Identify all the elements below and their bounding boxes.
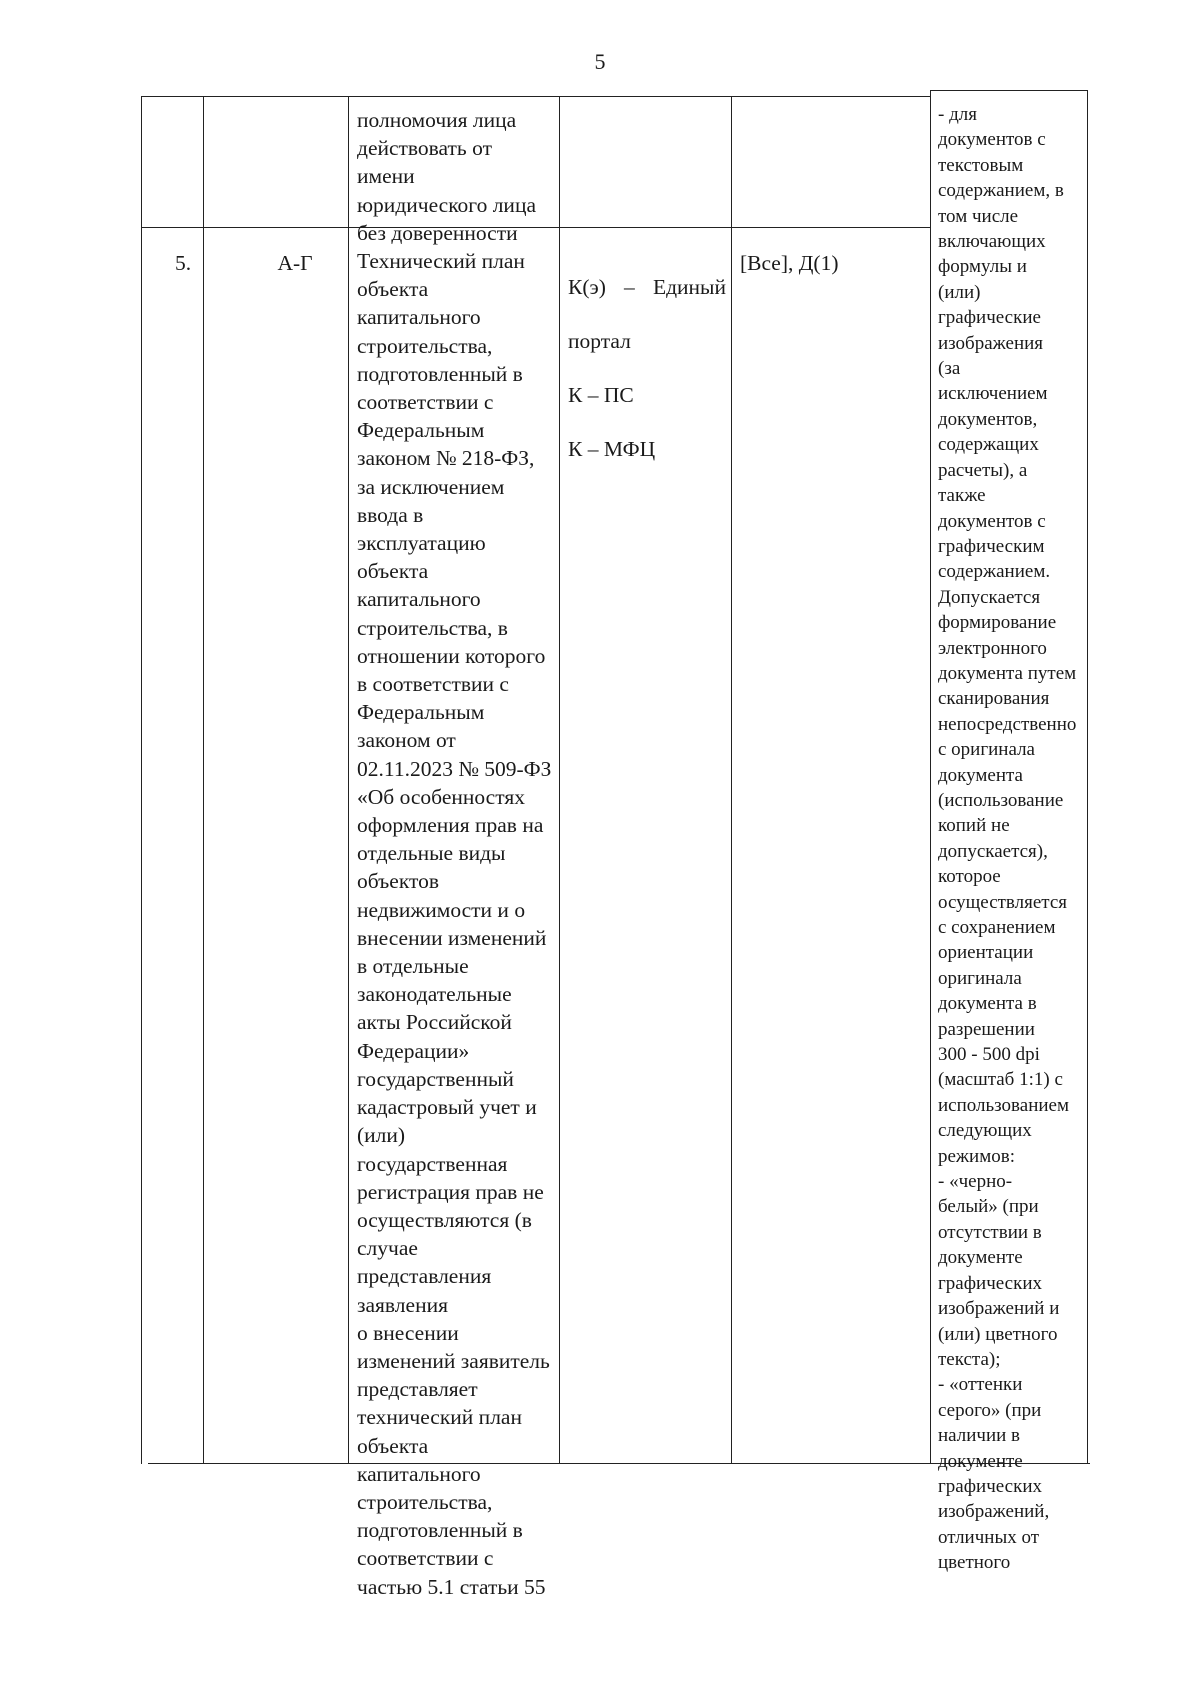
channel-line-1 xyxy=(568,274,726,301)
continued-document-name: полномочия лица действовать от имени юридического лица без доверенности xyxy=(357,108,536,245)
col-divider-5 xyxy=(930,90,931,1464)
row-number: 5. xyxy=(175,251,192,275)
col-divider-1 xyxy=(203,96,204,1464)
channel-line-3: К – ПС xyxy=(568,383,634,407)
electronic-format-requirements: - для документов с текстовым содержанием, в том числе включающих формулы и (или) графические изображения (за исключением документов, содержащих расчеты), а также документов с графическим содержанием. Допускается формирование электронного документа путем сканирования непосредственно с оригинала документа (использование копий не допускается), которое осуществляется с сохранением ориентации оригинала документа в разрешении 300 - 500 dpi (масштаб 1:1) с использованием следующих режимов: - «черно- белый» (при отсутствии в документе графических изображений и (или) цветного текста); - «оттенки серого» (при наличии в документе графических изображений, отличных от цветного xyxy=(938,104,1077,1574)
table-top-border-last-col xyxy=(930,90,1087,91)
document-name: Технический план объекта капитального строительства, подготовленный в соответствии с Федеральным законом № 218-ФЗ, за исключением ввода в эксплуатацию объекта капитального строительства, в отношении которого в соответствии с Федеральным законом от 02.11.2023 № 509-ФЗ «Об особенностях оформления прав на отдельные виды объектов недвижимости и о внесении изменений в отдельные законодательные акты Российской Федерации» государственный кадастровый учет и (или) государственная регистрация прав не осуществляются (в случае представления заявления о внесении изменений заявитель представляет технический план объекта капитального строительства, подготовленный в соответствии с частью 5.1 статьи 55 xyxy=(357,249,552,1599)
table-left-border xyxy=(141,96,142,1464)
table-top-border xyxy=(141,96,930,97)
channel-dash: – xyxy=(624,275,635,299)
applicant-category: А-Г xyxy=(277,251,313,275)
channel-name: Единый xyxy=(652,275,726,299)
channel-line-4: К – МФЦ xyxy=(568,437,656,461)
col-divider-2 xyxy=(348,96,349,1464)
col-divider-4 xyxy=(731,96,732,1464)
page-number: 5 xyxy=(594,49,606,74)
channel-line-2: портал xyxy=(568,329,631,353)
channel-code: К(э) xyxy=(568,275,606,299)
submission-channels xyxy=(568,247,726,490)
applicability-code: [Все], Д(1) xyxy=(740,251,839,275)
